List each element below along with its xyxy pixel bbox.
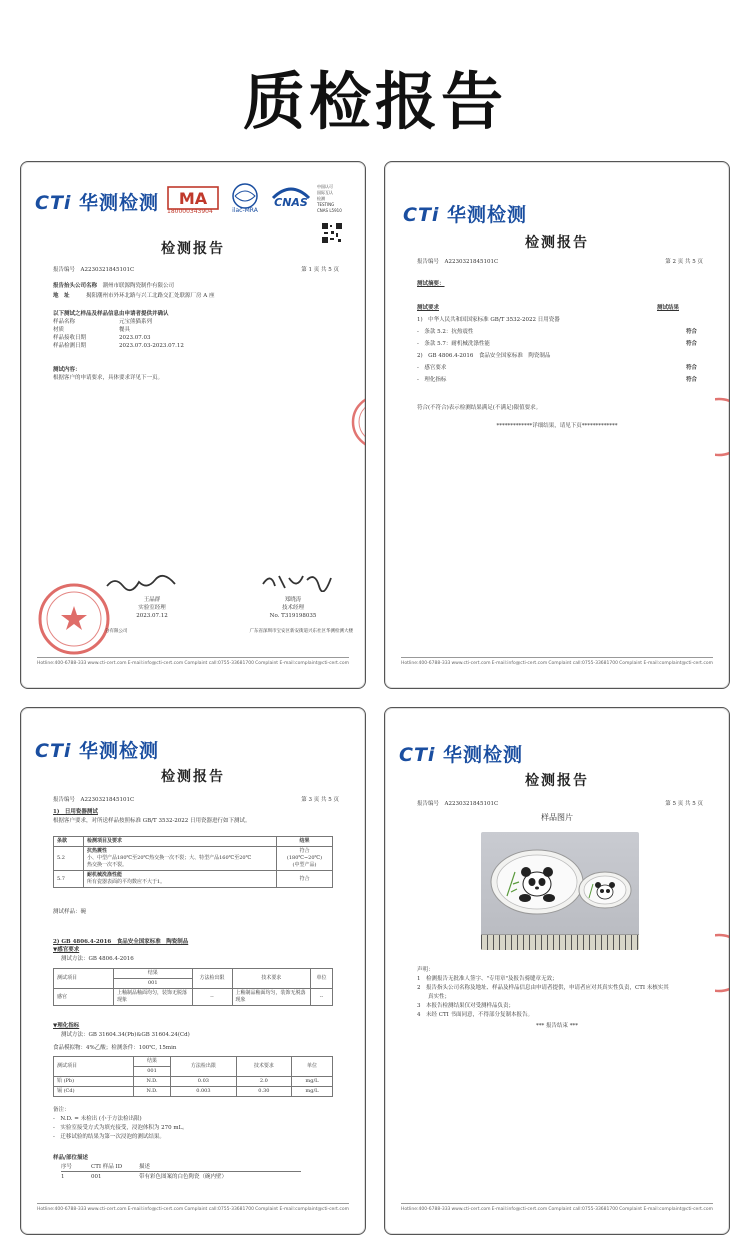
panda-bowls-icon	[481, 832, 639, 934]
page-number: 第 3 页 共 5 页	[301, 797, 339, 803]
conformity-note: 符合(不符合)表示检测结果满足(不满足)限值要求。	[417, 405, 542, 411]
list-item: - 条款 5.2：抗热震性 符合	[417, 329, 697, 335]
table-row: 测试项目 结果 方法检出限 技术要求 单位	[54, 969, 333, 979]
page-number: 第 5 页 共 5 页	[665, 801, 703, 807]
photo-title: 样品图片	[541, 813, 573, 822]
table-row: 镉 (Cd) N.D. 0.003 0.30 mg/L	[54, 1087, 333, 1097]
svg-text:ilac-MRA: ilac-MRA	[232, 207, 258, 214]
company-name-short: 分有限公司	[105, 629, 128, 634]
sensory-method: 测试方法：GB 4806.4-2016	[61, 956, 134, 962]
table-sensory	[53, 968, 333, 1006]
company-stamp-icon	[37, 582, 111, 656]
test-content-heading: 测试内容：	[53, 367, 81, 373]
seam-stamp-icon	[715, 392, 730, 462]
footer: Hotline:400-6788-333 www.cti-cert.com E-mail:info@cti-cert.com Complaint call:0755-33681700 Complaint E-mail:complaint@cti-cert.com	[401, 657, 713, 666]
parts-header: 序号 CTI 样品 ID 描述	[61, 1163, 301, 1172]
detail-pointer: *************详细结果，请见下页*************	[496, 423, 618, 429]
measuring-ruler	[481, 934, 639, 950]
table-thermal	[53, 836, 333, 888]
sample-state: 测试样品：碗	[53, 909, 87, 915]
section-1-heading: 1) 日用瓷器测试	[53, 809, 98, 815]
report-number: 报告编号 A2230321845101C	[53, 267, 135, 273]
physchem-conditions: 食品模拟物：4%乙酸；检测条件：100℃, 15min	[53, 1045, 177, 1051]
physchem-method: 测试方法：GB 31604.34(Pb)&GB 31604.24(Cd)	[61, 1032, 190, 1038]
summary-list	[417, 314, 697, 386]
col-result: 测试结果	[656, 305, 679, 311]
ilac-mra-icon	[227, 182, 263, 214]
page-number: 第 1 页 共 5 页	[301, 267, 339, 273]
notes: 备注： - N.D. = 未检出 (小于方法检出限) - 实验室接受方式为填充接受，浸泡体积为 270 mL。 - 迁移试验的结果为第一次浸泡的测试结果。	[53, 1107, 188, 1140]
cti-logo: CTi 华测检测	[399, 744, 524, 766]
footer: Hotline:400-6788-333 www.cti-cert.com E-mail:info@cti-cert.com Complaint call:0755-33681700 Complaint E-mail:complaint@cti-cert.com	[37, 657, 349, 666]
list-item: - 条款 5.7：耐机械洗涤性能 符合	[417, 341, 697, 347]
table-row: 001	[54, 1067, 333, 1077]
list-item: - 感官要求 符合	[417, 365, 697, 371]
parts-row: 1 001 带有彩色图案的白色陶瓷（碗内壁）	[61, 1174, 228, 1180]
col-requirement: 测试要求	[417, 305, 440, 311]
svg-text:CNAS: CNAS	[274, 196, 308, 209]
test-content-text: 根据客户的申请要求，具体要求详见下一页。	[53, 375, 164, 381]
table-row: 5.2 抗热震性 小、中型产品180℃至20℃热交换一次不裂；大、特型产品160℃至20℃ 热交换一次不裂。 符合 (180℃~20℃) (中型产品)	[54, 847, 333, 871]
summary-heading: 测试摘要：	[417, 281, 445, 287]
report-page-2	[384, 161, 730, 689]
signature-2-icon	[259, 570, 335, 592]
address-row: 地 址 揭阳潮州市外环北路与兴工北路交汇处联源厂房 A 座	[53, 293, 215, 299]
sample-info-heading: 以下测试之样品及样品信息由申请者提供并确认	[53, 311, 169, 317]
sample-photo	[481, 832, 639, 950]
report-number: 报告编号 A2230321845101C	[417, 801, 499, 807]
signature-1-icon	[105, 574, 185, 592]
section-1-desc: 根据客户要求，对所送样品按照标准 GB/T 3532-2022 日用瓷器进行如下测试。	[53, 818, 251, 824]
table-row: 铅 (Pb) N.D. 0.03 2.0 mg/L	[54, 1077, 333, 1087]
table-row: 5.7 耐机械洗涤性能 所有瓷器表面的平均数应不大于1。 符合	[54, 871, 333, 888]
certification-marks	[167, 182, 352, 218]
physchem-heading: ▼理化指标	[53, 1023, 80, 1029]
list-item: 2) GB 4806.4-2016 食品安全国家标准 陶瓷制品	[417, 353, 551, 359]
seam-stamp-icon	[349, 392, 366, 452]
report-title: 检测报告	[525, 235, 589, 251]
signer-1: 王晶群 实验室经理 2023.07.12	[136, 597, 168, 619]
table-row: 测试项目 结果 方法检出限 技术要求 单位	[54, 1057, 333, 1067]
cti-logo: CTi 华测检测	[403, 204, 528, 226]
report-end: *** 报告结束 ***	[536, 1023, 578, 1029]
report-title: 检测报告	[161, 769, 225, 785]
cnas-label: 中国认可 国际互认 检测 TESTING CNAS L5910	[317, 184, 342, 213]
cma-number: 180000343904	[167, 208, 213, 215]
svg-text:MA: MA	[178, 189, 208, 208]
company-address: 广东省深圳市宝安区新安街道兴东社区华测检测大楼	[249, 629, 353, 634]
cti-logo: CTi 华测检测	[35, 192, 160, 214]
report-page-3	[20, 707, 366, 1235]
sample-info-list: 样品名称 元宝熊猫系列 材质 餐具 样品接收日期 2023.07.03 样品检测日期 2023.07.03-2023.07.12	[53, 319, 184, 349]
report-number: 报告编号 A2230321845101C	[53, 797, 135, 803]
report-page-1	[20, 161, 366, 689]
footer: Hotline:400-6788-333 www.cti-cert.com E-mail:info@cti-cert.com Complaint call:0755-33681700 Complaint E-mail:complaint@cti-cert.com	[401, 1203, 713, 1212]
page-title: 质检报告	[242, 65, 507, 138]
parts-heading: 样品/部位描述	[53, 1155, 89, 1161]
cnas-icon	[269, 182, 313, 214]
signer-2: 郑晓涛 技术经理 No. T319198035	[269, 597, 317, 619]
page-number: 第 2 页 共 5 页	[665, 259, 703, 265]
section-2-heading: 2) GB 4806.4-2016 食品安全国家标准 陶瓷制品	[53, 939, 189, 945]
table-physchem	[53, 1056, 333, 1097]
declaration: 声明： 1 检测报告无批准人签字、"专用章"及报告骑缝章无效； 2 报告指头公司名称及地址、样品及样品信息由申请者提供，申请者应对其真实性负责，CTI 未核实其 真实性； 3 本报告检测结果仅对受测样品负责； 4 未经 CTI 书面同意，不得部分复制本报告。	[417, 967, 669, 1018]
sensory-heading: ▼感官要求	[53, 947, 80, 953]
cti-logo: CTi 华测检测	[35, 740, 160, 762]
report-number: 报告编号 A2230321845101C	[417, 259, 499, 265]
list-item: 1) 中华人民共和国国家标准 GB/T 3532-2022 日用瓷器	[417, 317, 560, 323]
list-item: - 理化指标 符合	[417, 377, 697, 383]
footer: Hotline:400-6788-333 www.cti-cert.com E-mail:info@cti-cert.com Complaint call:0755-33681700 Complaint E-mail:complaint@cti-cert.com	[37, 1203, 349, 1212]
table-row: 条款 检测项目及要求 结果	[54, 837, 333, 847]
report-title: 检测报告	[525, 773, 589, 789]
report-page-5	[384, 707, 730, 1235]
client-row: 报告抬头公司名称 潮州市联源陶瓷制作有限公司	[53, 283, 175, 289]
table-row: 001	[54, 979, 333, 989]
table-row: 感官 上釉制品釉面均匀，装饰无脱落现象 -- 上釉制品釉面均匀，装饰无脱落现象 --	[54, 989, 333, 1006]
seam-stamp-icon	[715, 928, 730, 998]
report-title: 检测报告	[161, 241, 225, 257]
